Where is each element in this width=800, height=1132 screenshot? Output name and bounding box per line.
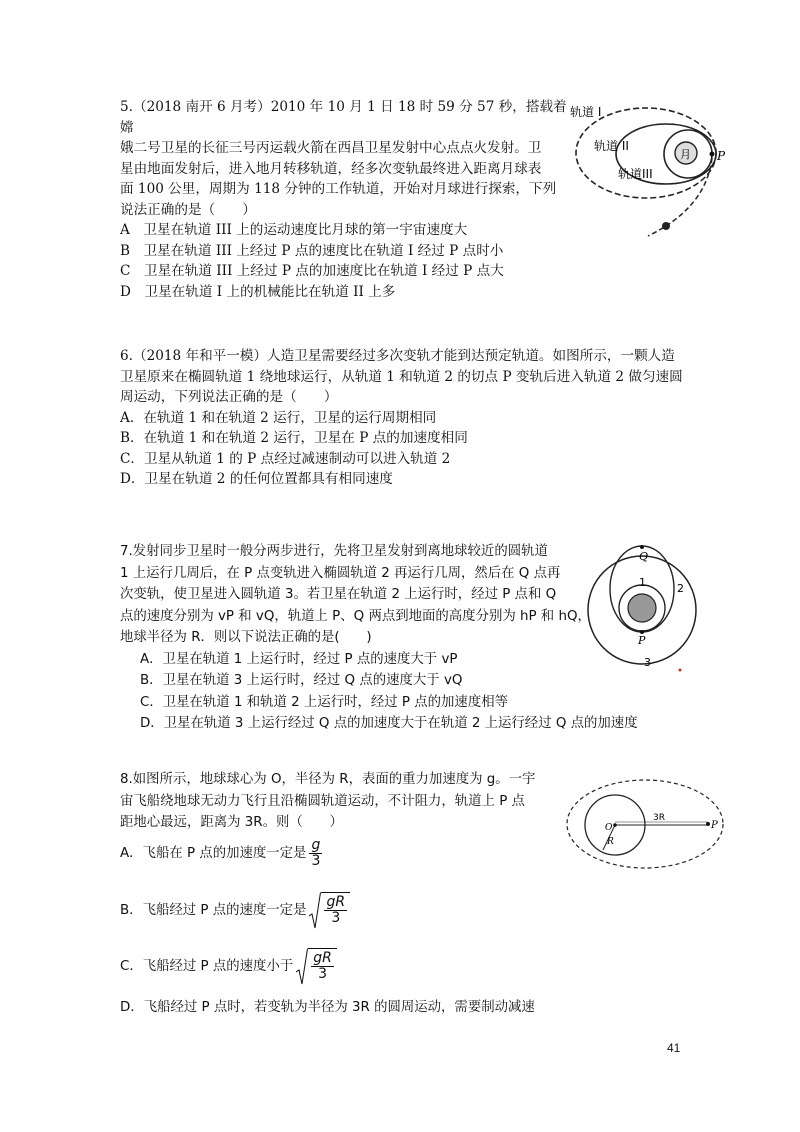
q8-line: 8.如图所示，地球球心为 O，半径为 R，表面的重力加速度为 g。一宇 (120, 772, 536, 787)
q5-orbit2-label: 轨道 II (594, 139, 629, 153)
q7-line: 地球半径为 R．则以下说法正确的是( ) (120, 630, 372, 645)
q7-orbit1-label: 1 (639, 576, 646, 589)
q6-option-b: B．在轨道 1 和在轨道 2 运行，卫星在 P 点的加速度相同 (120, 430, 468, 446)
fraction-denominator: 3 (311, 853, 321, 869)
q6-line: 6.（2018 年和平一模）人造卫星需要经过多次变轨才能到达预定轨道。如图所示，一颗人造 (120, 348, 675, 364)
sqrt-gr-over-3 (296, 948, 337, 986)
q5-line: 说法正确的是（ ） (120, 201, 256, 218)
q5-option-a: A 卫星在轨道 III 上的运动速度比月球的第一宇宙速度大 (120, 222, 468, 238)
sqrt-denominator: 3 (318, 966, 327, 982)
sqrt-numerator: gR (313, 950, 332, 966)
q6-line: 周运动，下列说法正确的是（ ） (120, 389, 338, 405)
q7-option-c: C．卫星在轨道 1 和轨道 2 上运行时，经过 P 点的加速度相等 (140, 694, 508, 710)
q8-option-b-text: B．飞船经过 P 点的速度一定是 (120, 903, 307, 918)
q8-line: 宙飞船绕地球无动力飞行且沿椭圆轨道运动，不计阻力，轨道上 P 点 (120, 793, 525, 809)
q8-distance-label: 3R (653, 813, 665, 823)
q7-orbit-figure (580, 540, 700, 680)
q6-option-c: C．卫星从轨道 1 的 P 点经过减速制动可以进入轨道 2 (120, 450, 451, 467)
q6-option-d: D．卫星在轨道 2 的任何位置都具有相同速度 (120, 471, 393, 487)
q6-option-a: A．在轨道 1 和在轨道 2 运行，卫星的运行周期相同 (120, 409, 437, 426)
sqrt-numerator: gR (326, 894, 346, 910)
g-over-3-fraction (309, 838, 322, 869)
sqrt-denominator: 3 (331, 910, 341, 926)
q8-option-a-text: A．飞船在 P 点的加速度一定是 (120, 845, 307, 861)
q5-line: 面 100 公里，周期为 118 分钟的工作轨道，开始对月球进行探索，下列 (120, 181, 557, 197)
q7-line: 次变轨，使卫星进入圆轨道 3。若卫星在轨道 2 上运行时，经过 P 点和 Q (120, 587, 557, 602)
q8-option-c-text: C．飞船经过 P 点的速度小于 (120, 959, 294, 974)
q8-radius-label: R (607, 837, 614, 847)
q8-point-p-label: P (711, 820, 718, 831)
q5-line: 星由地面发射后，进入地月转移轨道，经多次变轨最终进入距离月球表 (120, 160, 542, 177)
q7-option-d: D．卫星在轨道 3 上运行经过 Q 点的加速度大于在轨道 2 上运行经过 Q 点的加速度 (140, 716, 638, 731)
q5-option-d: D 卫星在轨道 I 上的机械能比在轨道 II 上多 (120, 283, 396, 300)
q6-line: 卫星原来在椭圆轨道 1 绕地球运行，从轨道 1 和轨道 2 的切点 P 变轨后进入轨道 2 做匀速圆 (120, 368, 683, 385)
q7-point-p-label: P (638, 634, 646, 647)
q7-option-b: B．卫星在轨道 3 上运行时，经过 Q 点的速度大于 vQ (140, 673, 463, 688)
q7-point-q-label: Q (639, 550, 649, 563)
q5-orbit3-label: 轨道III (618, 167, 653, 181)
radical-sign-icon (296, 948, 308, 986)
q7-line: 点的速度分别为 vP 和 vQ，轨道上 P、Q 两点到地面的高度分别为 hP 和 hQ， (120, 608, 591, 624)
q5-line: 5.（2018 南开 6 月考）2010 年 10 月 1 日 18 时 59 分 57 秒，搭载着嫦 (120, 99, 567, 136)
q5-orbit1-label: 轨道 I (570, 105, 602, 119)
q5-option-c: C 卫星在轨道 III 上经过 P 点的加速度比在轨道 I 经过 P 点大 (120, 263, 504, 279)
q8-option-c (120, 948, 337, 986)
question-5 (120, 97, 570, 302)
q8-center-o-label: O (605, 823, 613, 833)
radical-sign-icon (309, 892, 321, 930)
q7-option-a: A．卫星在轨道 1 上运行时，经过 P 点的速度大于 vP (140, 651, 458, 667)
q5-moon-label: 月 (680, 148, 691, 161)
q8-option-d (120, 998, 535, 1018)
q8-option-b (120, 892, 350, 930)
q7-line: 7.发射同步卫星时一般分两步进行，先将卫星发射到离地球较近的圆轨道 (120, 544, 548, 559)
q8-line: 距地心最远，距离为 3R。则（ ） (120, 815, 343, 830)
q7-orbit3-label: 3 (644, 656, 651, 669)
q7-line: 1 上运行几周后，在 P 点变轨进入椭圆轨道 2 再运行几周，然后在 Q 点再 (120, 565, 561, 581)
page-number: 41 (667, 1041, 681, 1055)
sqrt-gr-over-3 (309, 892, 350, 930)
q7-orbit2-label: 2 (677, 582, 684, 595)
question-6 (120, 346, 690, 490)
q8-orbit-figure (565, 778, 733, 873)
q8-option-a (120, 838, 322, 869)
fraction-numerator: g (311, 837, 321, 853)
question-8 (120, 769, 560, 834)
q5-option-b: B 卫星在轨道 III 上经过 P 点的速度比在轨道 I 经过 P 点时小 (120, 242, 504, 259)
q5-line: 娥二号卫星的长征三号丙运载火箭在西昌卫星发射中心点点火发射。卫 (120, 140, 542, 156)
q8-option-d-text: D．飞船经过 P 点时，若变轨为半径为 3R 的圆周运动，需要制动减速 (120, 1000, 535, 1015)
q5-point-p-label: P (717, 149, 726, 163)
q5-orbit-figure (568, 98, 738, 248)
